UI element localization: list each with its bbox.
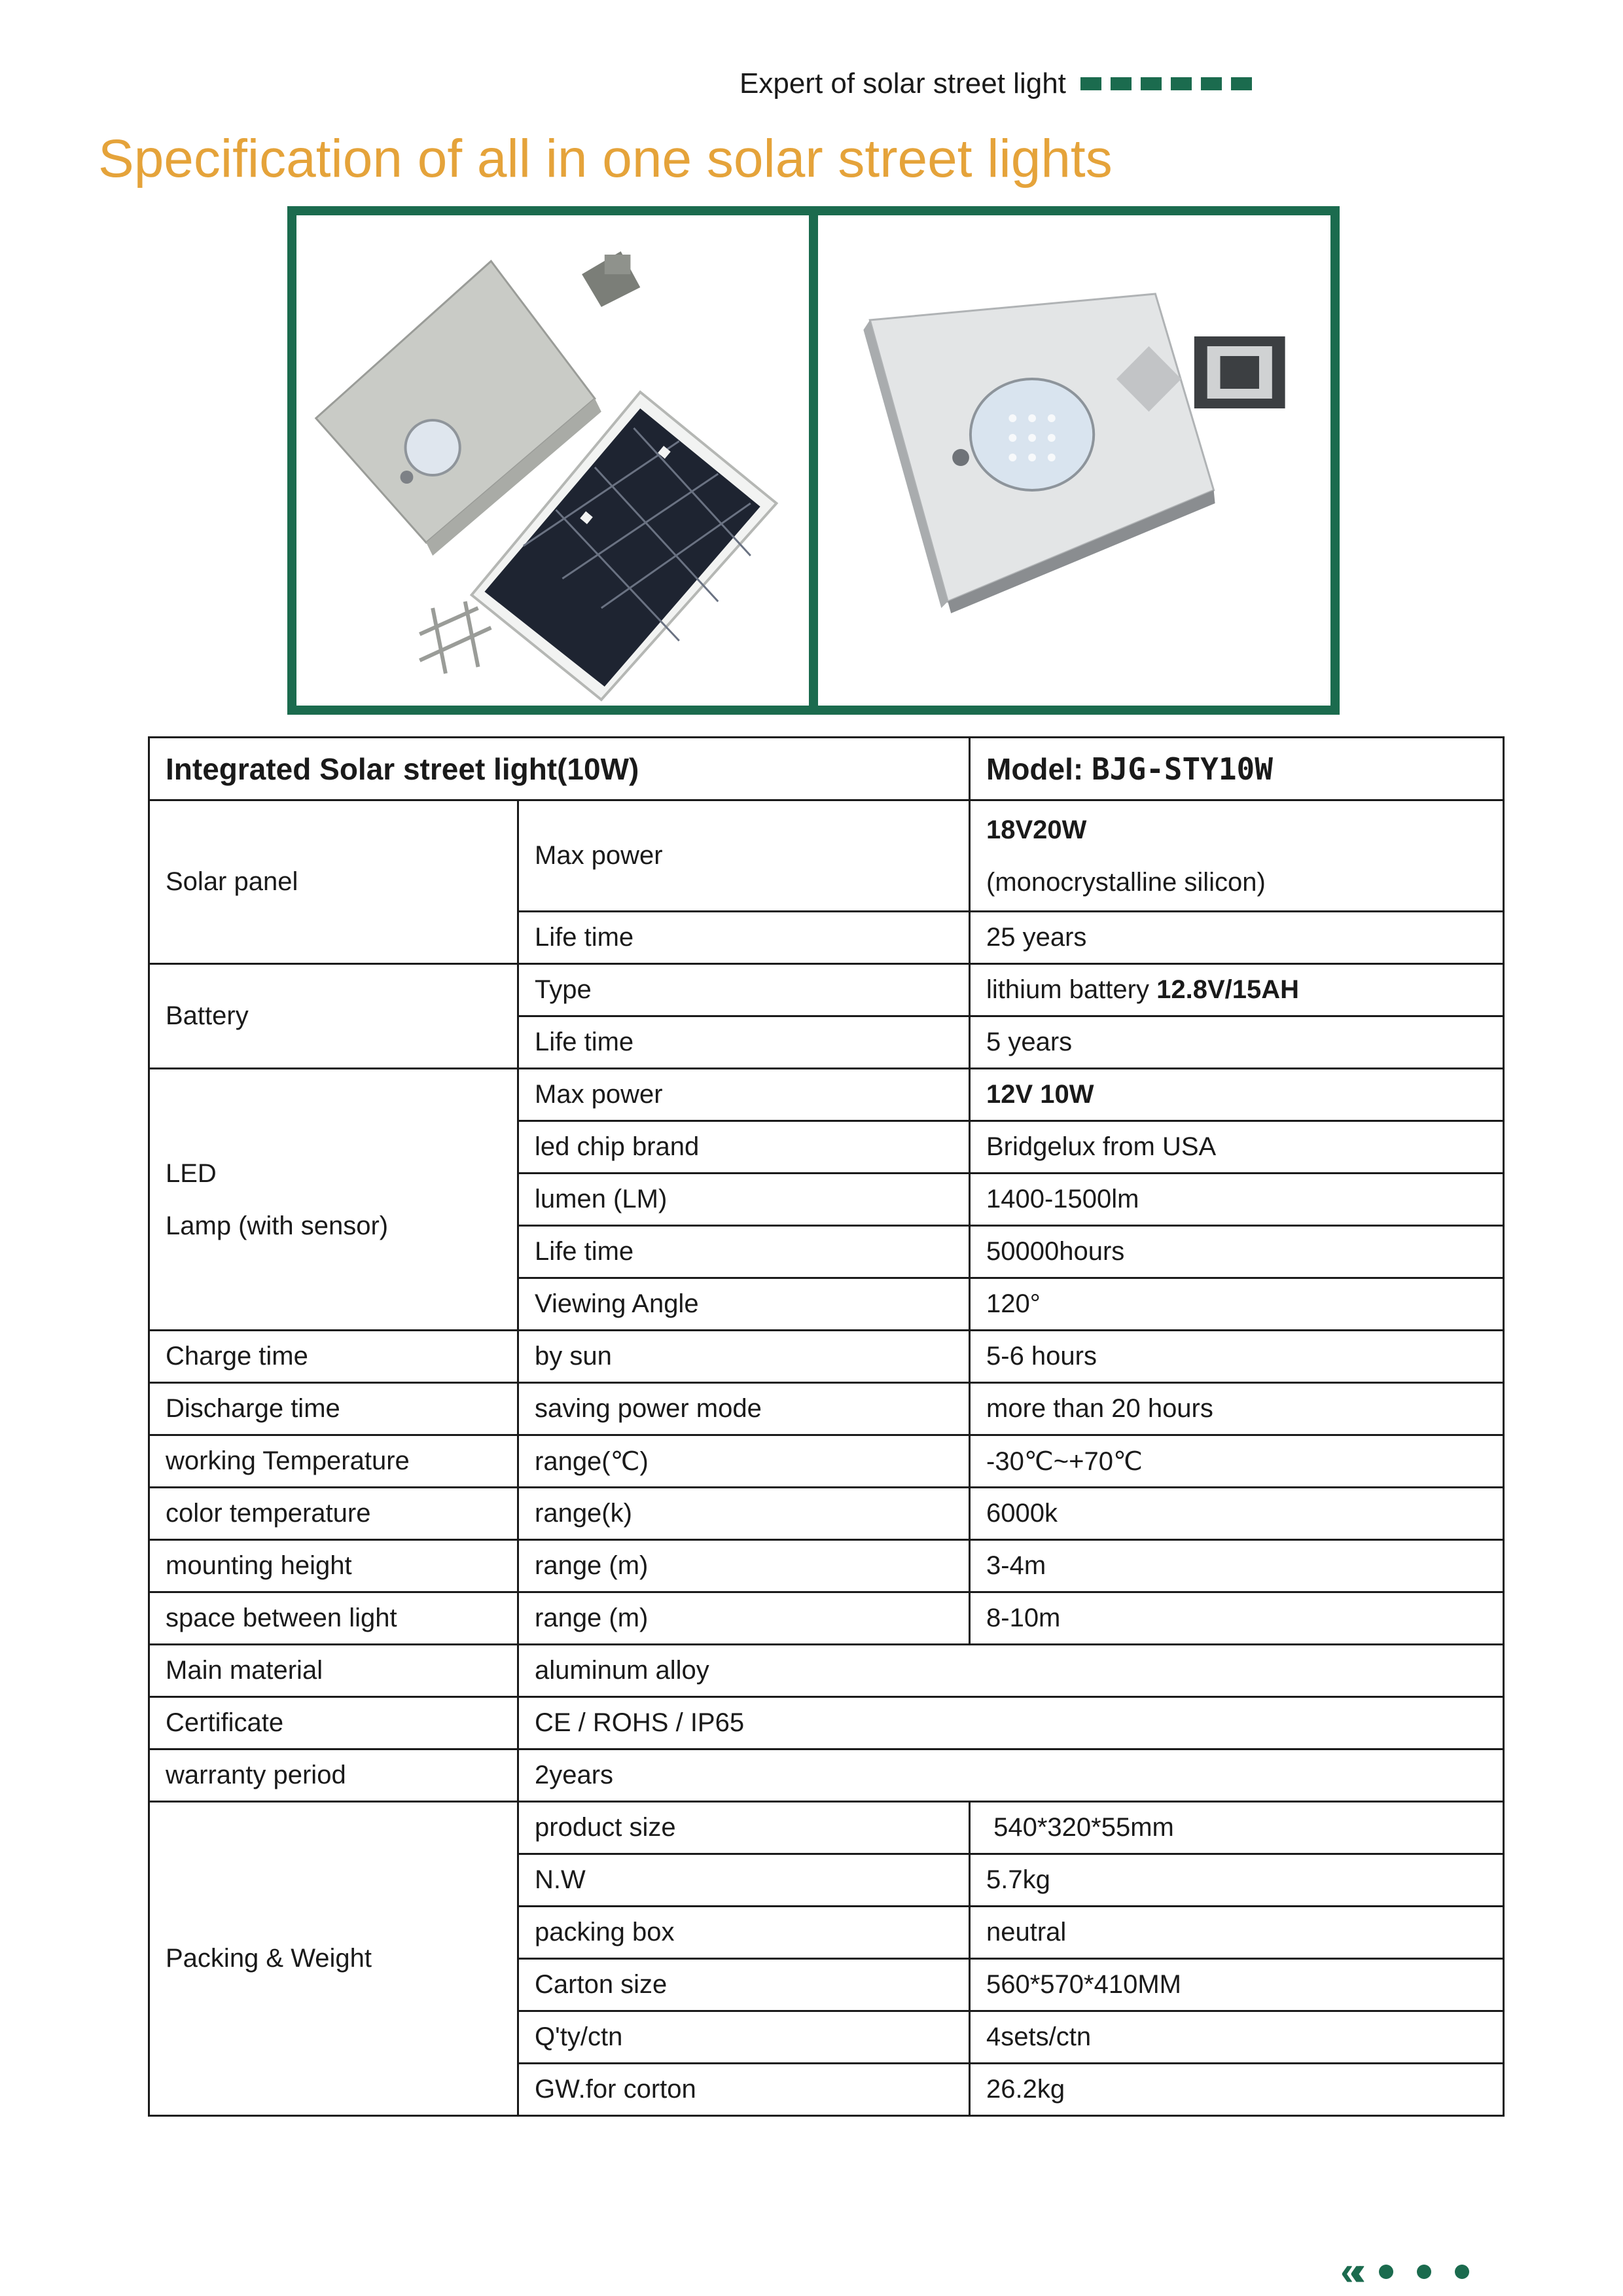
solar-life-label: Life time xyxy=(518,912,970,964)
packing-row-label: N.W xyxy=(518,1854,970,1907)
solar-panel-label: Solar panel xyxy=(149,800,518,964)
page-title: Specification of all in one solar street lights xyxy=(98,129,1113,188)
row-label: Discharge time xyxy=(149,1383,518,1435)
row-value: CE / ROHS / IP65 xyxy=(518,1697,1504,1749)
product-photo-exploded xyxy=(296,215,809,706)
row-sub: range(k) xyxy=(518,1488,970,1540)
header-tagline xyxy=(740,64,1252,103)
dot-icon xyxy=(1455,2265,1469,2279)
solar-life-value: 25 years xyxy=(970,912,1504,964)
row-sub: range (m) xyxy=(518,1592,970,1645)
battery-type-prefix: lithium battery xyxy=(986,975,1157,1004)
led-row-label: Viewing Angle xyxy=(518,1278,970,1331)
dot-icon xyxy=(1379,2265,1393,2279)
table-title: Integrated Solar street light(10W) xyxy=(149,738,970,800)
battery-type-label: Type xyxy=(518,964,970,1016)
footer-nav xyxy=(1340,2251,1469,2292)
row-label: Main material xyxy=(149,1645,518,1697)
specification-table xyxy=(148,736,1505,2117)
led-label-line2: Lamp (with sensor) xyxy=(166,1211,389,1240)
chevrons-left-icon: «‹ xyxy=(1340,2249,1356,2294)
model-label: Model: xyxy=(986,751,1092,786)
led-row-value: Bridgelux from USA xyxy=(970,1121,1504,1174)
tagline-squares xyxy=(1080,77,1252,90)
battery-type-spec: 12.8V/15AH xyxy=(1156,975,1300,1004)
row-value: more than 20 hours xyxy=(970,1383,1504,1435)
table-row xyxy=(149,1540,1504,1592)
table-row xyxy=(149,1592,1504,1645)
row-value: 2years xyxy=(518,1749,1504,1802)
row-label: working Temperature xyxy=(149,1435,518,1488)
solar-max-power-value-2: (monocrystalline silicon) xyxy=(986,867,1266,897)
packing-row-value: 560*570*410MM xyxy=(970,1959,1504,2011)
row-value: 6000k xyxy=(970,1488,1504,1540)
table-row xyxy=(149,1697,1504,1749)
row-label: Charge time xyxy=(149,1331,518,1383)
packing-weight-label: Packing & Weight xyxy=(149,1802,518,2116)
row-label: space between light xyxy=(149,1592,518,1645)
product-photo-assembled xyxy=(818,215,1330,706)
product-photo-frame xyxy=(287,206,1340,715)
row-sub: by sun xyxy=(518,1331,970,1383)
tagline-text: Expert of solar street light xyxy=(740,67,1066,99)
table-row xyxy=(149,1435,1504,1488)
packing-row-value: 540*320*55mm xyxy=(970,1802,1504,1854)
table-row xyxy=(149,1488,1504,1540)
row-sub: range (m) xyxy=(518,1540,970,1592)
led-row-value: 12V 10W xyxy=(970,1069,1504,1121)
table-row xyxy=(149,1749,1504,1802)
row-label: Certificate xyxy=(149,1697,518,1749)
battery-life-value: 5 years xyxy=(970,1016,1504,1069)
led-row-value: 1400-1500lm xyxy=(970,1174,1504,1226)
row-value: 5-6 hours xyxy=(970,1331,1504,1383)
packing-row-value: 26.2kg xyxy=(970,2064,1504,2116)
led-row-value: 120° xyxy=(970,1278,1504,1331)
led-row-label: Life time xyxy=(518,1226,970,1278)
row-value: -30℃~+70℃ xyxy=(970,1435,1504,1488)
battery-label: Battery xyxy=(149,964,518,1069)
model-value: BJG-STY10W xyxy=(1091,751,1273,787)
packing-row-label: Q'ty/ctn xyxy=(518,2011,970,2064)
packing-row-value: 5.7kg xyxy=(970,1854,1504,1907)
packing-row-value: neutral xyxy=(970,1907,1504,1959)
packing-row-label: GW.for corton xyxy=(518,2064,970,2116)
table-row xyxy=(149,1383,1504,1435)
led-label-line1: LED xyxy=(166,1158,217,1188)
row-label: mounting height xyxy=(149,1540,518,1592)
table-row xyxy=(149,1331,1504,1383)
row-label: warranty period xyxy=(149,1749,518,1802)
row-value: 8-10m xyxy=(970,1592,1504,1645)
packing-row-value: 4sets/ctn xyxy=(970,2011,1504,2064)
solar-max-power-value-1: 18V20W xyxy=(986,815,1087,844)
solar-max-power-label: Max power xyxy=(518,800,970,912)
model-cell xyxy=(970,738,1504,800)
packing-row-label: Carton size xyxy=(518,1959,970,2011)
battery-type-value xyxy=(970,964,1504,1016)
row-label: color temperature xyxy=(149,1488,518,1540)
row-sub: saving power mode xyxy=(518,1383,970,1435)
led-row-value: 50000hours xyxy=(970,1226,1504,1278)
led-row-label: Max power xyxy=(518,1069,970,1121)
solar-max-power-value xyxy=(970,800,1504,912)
led-row-label: lumen (LM) xyxy=(518,1174,970,1226)
row-sub: range(℃) xyxy=(518,1435,970,1488)
row-value: 3-4m xyxy=(970,1540,1504,1592)
row-value: aluminum alloy xyxy=(518,1645,1504,1697)
packing-row-label: packing box xyxy=(518,1907,970,1959)
battery-life-label: Life time xyxy=(518,1016,970,1069)
packing-row-label: product size xyxy=(518,1802,970,1854)
table-row xyxy=(149,1645,1504,1697)
led-row-label: led chip brand xyxy=(518,1121,970,1174)
dot-icon xyxy=(1417,2265,1431,2279)
led-lamp-label xyxy=(149,1069,518,1331)
